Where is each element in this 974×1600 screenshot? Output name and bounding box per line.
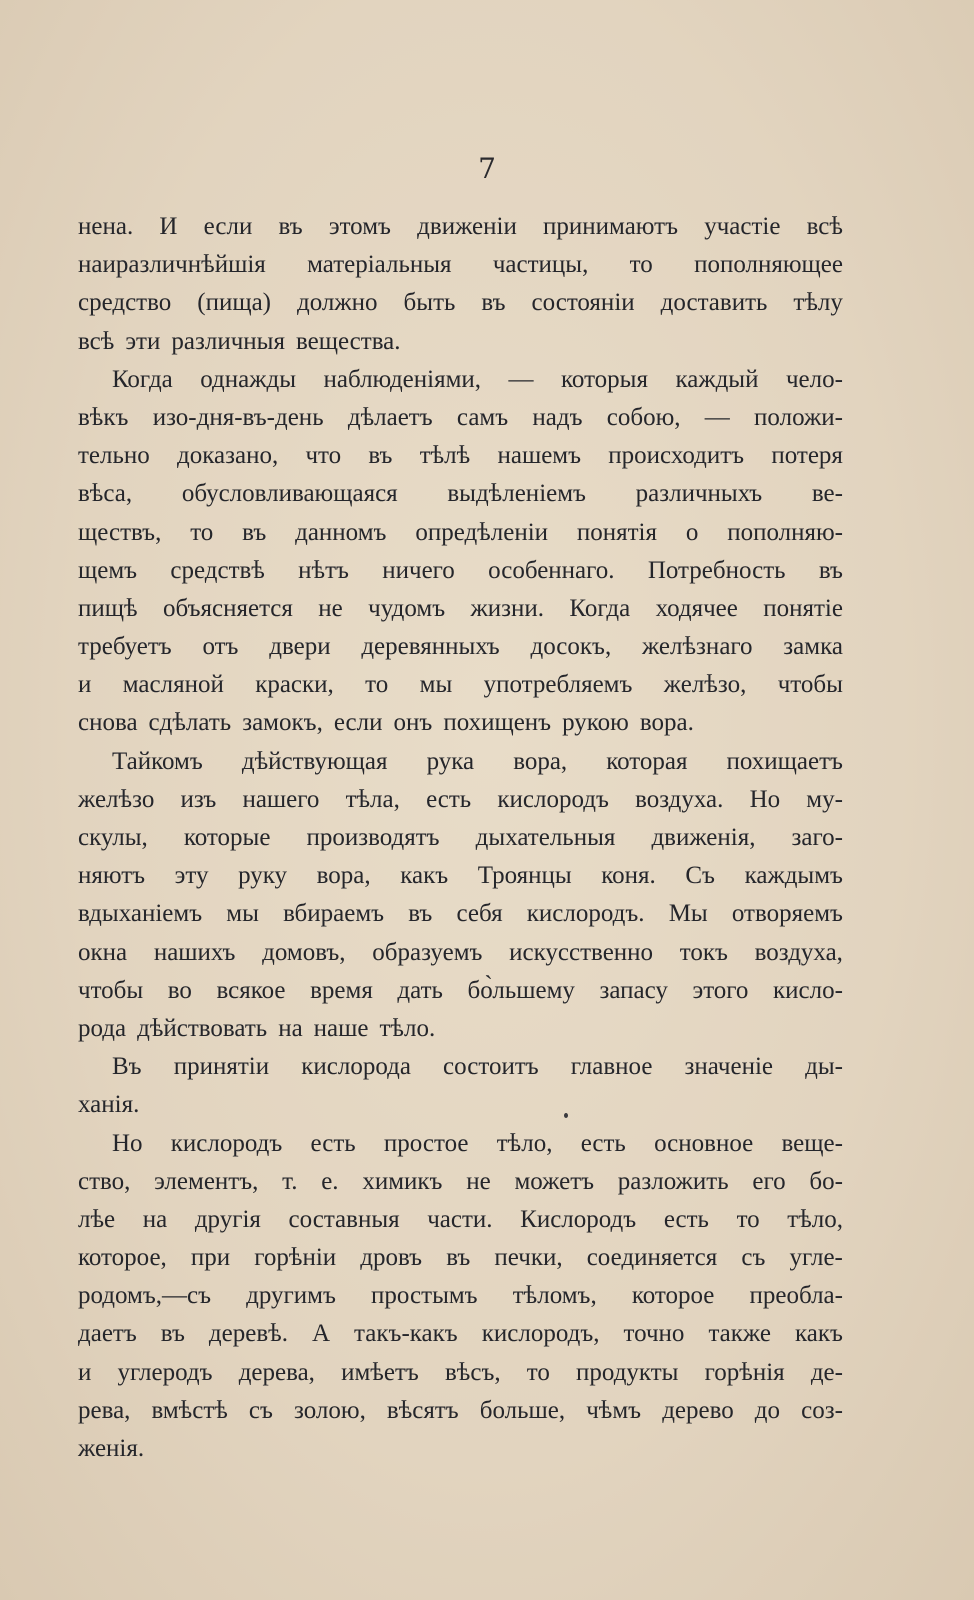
text-line: лѣе на другiя составныя части. Кислородъ есть то тѣло, <box>78 1205 843 1233</box>
text-line: средство (пища) должно быть въ состоянiи доставить тѣлу <box>78 289 843 317</box>
text-line: Когда однажды наблюденiями, — которыя каждый чело- <box>112 365 843 393</box>
text-line: ществъ, то въ данномъ опредѣленiи понятiя о пополняю- <box>78 518 843 546</box>
text-line: желѣзо изъ нашего тѣла, есть кислородъ воздуха. Но му- <box>78 785 843 813</box>
text-line: и масляной краски, то мы употребляемъ желѣзо, чтобы <box>78 671 843 699</box>
text-line: щемъ средствѣ нѣтъ ничего особеннаго. Потребность въ <box>78 556 843 584</box>
text-line: женiя. <box>78 1435 145 1462</box>
text-line: вѣкъ изо-дня-въ-день дѣлаетъ самъ надъ собою, — положи- <box>78 403 843 431</box>
text-line: няютъ эту руку вора, какъ Троянцы коня. Съ каждымъ <box>78 862 843 890</box>
text-line: вѣса, обусловливающаяся выдѣленiемъ различныхъ ве- <box>78 480 843 508</box>
text-line: пищѣ объясняется не чудомъ жизни. Когда ходячее понятiе <box>78 594 843 622</box>
text-line: которое, при горѣнiи дровъ въ печки, соединяется съ угле- <box>78 1244 843 1272</box>
text-line: окна нашихъ домовъ, образуемъ искусственно токъ воздуха, <box>78 938 843 966</box>
text-line: нена. И если въ этомъ движенiи принимаютъ участiе всѣ <box>78 213 843 240</box>
text-line: всѣ эти различныя вещества. <box>78 327 401 355</box>
text-line: рода дѣйствовать на наше тѣло. <box>78 1014 436 1042</box>
text-line: Тайкомъ дѣйствующая рука вора, которая похищаетъ <box>112 747 843 775</box>
text-line: Но кислородъ есть простое тѣло, есть основное веще- <box>112 1129 843 1157</box>
text-line: тельно доказано, что въ тѣлѣ нашемъ происходитъ потеря <box>78 442 843 470</box>
text-line: скулы, которые производятъ дыхательныя движенiя, заго- <box>78 824 843 851</box>
text-line: наиразличнѣйшiя матерiальныя частицы, то пополняющее <box>78 251 843 279</box>
text-line: снова сдѣлать замокъ, если онъ похищенъ рукою вора. <box>78 709 694 737</box>
page-number: 7 <box>478 152 496 185</box>
body-text <box>78 208 843 1468</box>
text-line: требуетъ отъ двери деревянныхъ досокъ, желѣзнаго замка <box>78 633 843 661</box>
text-line: рева, вмѣстѣ съ золою, вѣсятъ больше, чѣмъ дерево до соз- <box>78 1396 843 1424</box>
text-line: и углеродъ дерева, имѣетъ вѣсъ, то продукты горѣнiя де- <box>78 1358 843 1386</box>
text-line: ханiя. <box>78 1091 140 1119</box>
text-line: вдыханiемъ мы вбираемъ въ себя кислородъ. Мы отворяемъ <box>78 900 843 928</box>
ink-spot <box>564 1113 568 1118</box>
text-line: чтобы во всякое время дать бо̀льшему запасу этого кисло- <box>78 976 843 1004</box>
text-line: даетъ въ деревѣ. А такъ-какъ кислородъ, точно также какъ <box>78 1320 843 1348</box>
text-line: Въ принятiи кислорода состоитъ главное значенiе ды- <box>112 1053 843 1081</box>
text-line: ство, элементъ, т. е. химикъ не можетъ разложить его бо- <box>78 1167 843 1195</box>
text-line: родомъ,—съ другимъ простымъ тѣломъ, которое преобла- <box>78 1282 843 1310</box>
